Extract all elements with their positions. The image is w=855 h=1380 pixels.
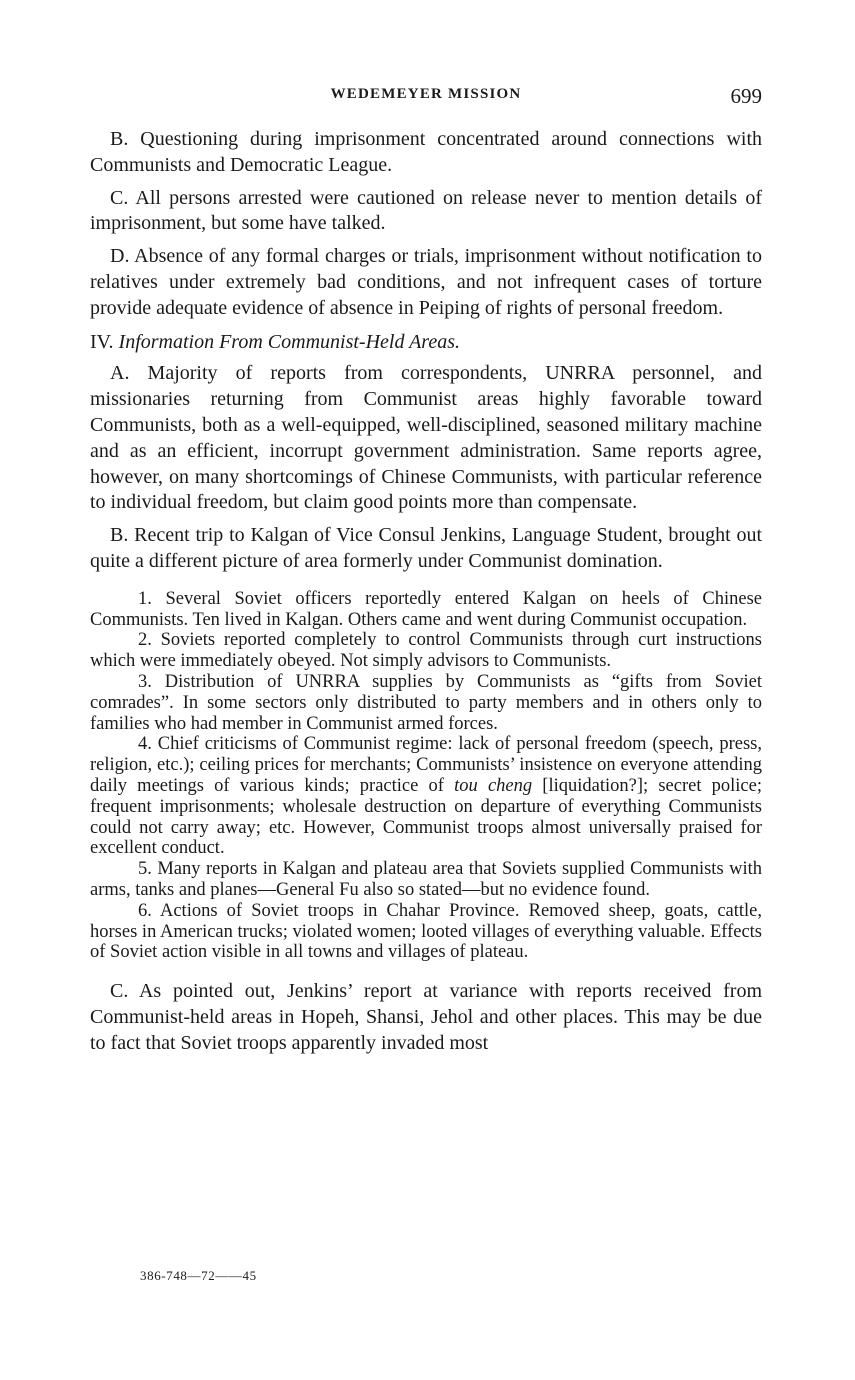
page-number: 699	[730, 84, 762, 108]
numbered-list	[90, 589, 762, 963]
paragraph-c-cautioned: C. All persons arrested were cautioned on release never to mention details of imprisonment, but some have talked.	[90, 186, 762, 235]
main-text	[90, 127, 762, 1063]
section-numeral: IV.	[90, 330, 114, 353]
print-code: 386-748—72——45	[140, 1268, 257, 1283]
list-item	[90, 734, 762, 859]
paragraph-b-questioning: B. Questioning during imprisonment concentrated around connections with Communists and Democratic League.	[90, 128, 762, 176]
paragraph-c-pointed-out: C. As pointed out, Jenkins’ report at variance with reports received from Communist-held areas in Hopeh, Shansi, Jehol and other places. This may be due to fact that Soviet troops apparently invaded most	[90, 980, 762, 1054]
running-title: WEDEMEYER MISSION	[330, 86, 522, 102]
paragraph-d-absence: D. Absence of any formal charges or trials, imprisonment without notification to relatives under extremely bad conditions, and not infrequent cases of torture provide adequate evidence of absence in Peiping of rights of personal freedom.	[90, 245, 762, 319]
item4-text-end: [liquidation?]; secret police; frequent imprisonments; wholesale destruction on departure of everything Communists could not carry away; etc. However, Communist troops almost universally praised for excellent conduct.	[90, 775, 762, 859]
list-item: 5. Many reports in Kalgan and plateau area that Soviets supplied Communists with arms, tanks and planes—General Fu also so stated—but no evidence found.	[90, 859, 762, 900]
list-item: 3. Distribution of UNRRA supplies by Communists as “gifts from Soviet comrades”. In some sectors only distributed to party members and in others only to families who had member in Communist armed forces.	[90, 671, 762, 734]
section-heading	[90, 330, 762, 356]
paragraph-a-majority: A. Majority of reports from correspondents, UNRRA personnel, and missionaries returning from Communist areas highly favorable toward Communists, both as a well-equipped, well-disciplined, seasoned military machine and as an efficient, incorrupt government administration. Same reports agree, however, on many shortcomings of Chinese Communists, with particular reference to individual freedom, but claim good points more than compensate.	[90, 362, 762, 514]
list-item: 2. Soviets reported completely to control Communists through curt instructions which were immediately obeyed. Not simply advisors to Communists.	[90, 630, 762, 672]
list-item: 1. Several Soviet officers reportedly entered Kalgan on heels of Chinese Communists. Ten lived in Kalgan. Others came and went during Communist occupation.	[90, 588, 762, 630]
list-item: 6. Actions of Soviet troops in Chahar Province. Removed sheep, goats, cattle, horses in American trucks; violated women; looted villages of everything valuable. Effects of Soviet action visible in all towns and villages of plateau.	[90, 900, 762, 963]
item4-italic-term: tou cheng	[454, 775, 533, 796]
paragraph-b-kalgan-trip: B. Recent trip to Kalgan of Vice Consul Jenkins, Language Student, brought out quite a different picture of area formerly under Communist domination.	[90, 524, 762, 572]
item4-text-start: 4. Chief criticisms of Communist regime: lack of personal freedom (speech, press, religion, etc.); ceiling prices for merchants; Communists’ insistence on everyone attending daily meetings of various kinds; practice of	[90, 734, 762, 796]
section-title: Information From Communist-Held Areas.	[118, 330, 461, 353]
running-head	[90, 86, 762, 112]
